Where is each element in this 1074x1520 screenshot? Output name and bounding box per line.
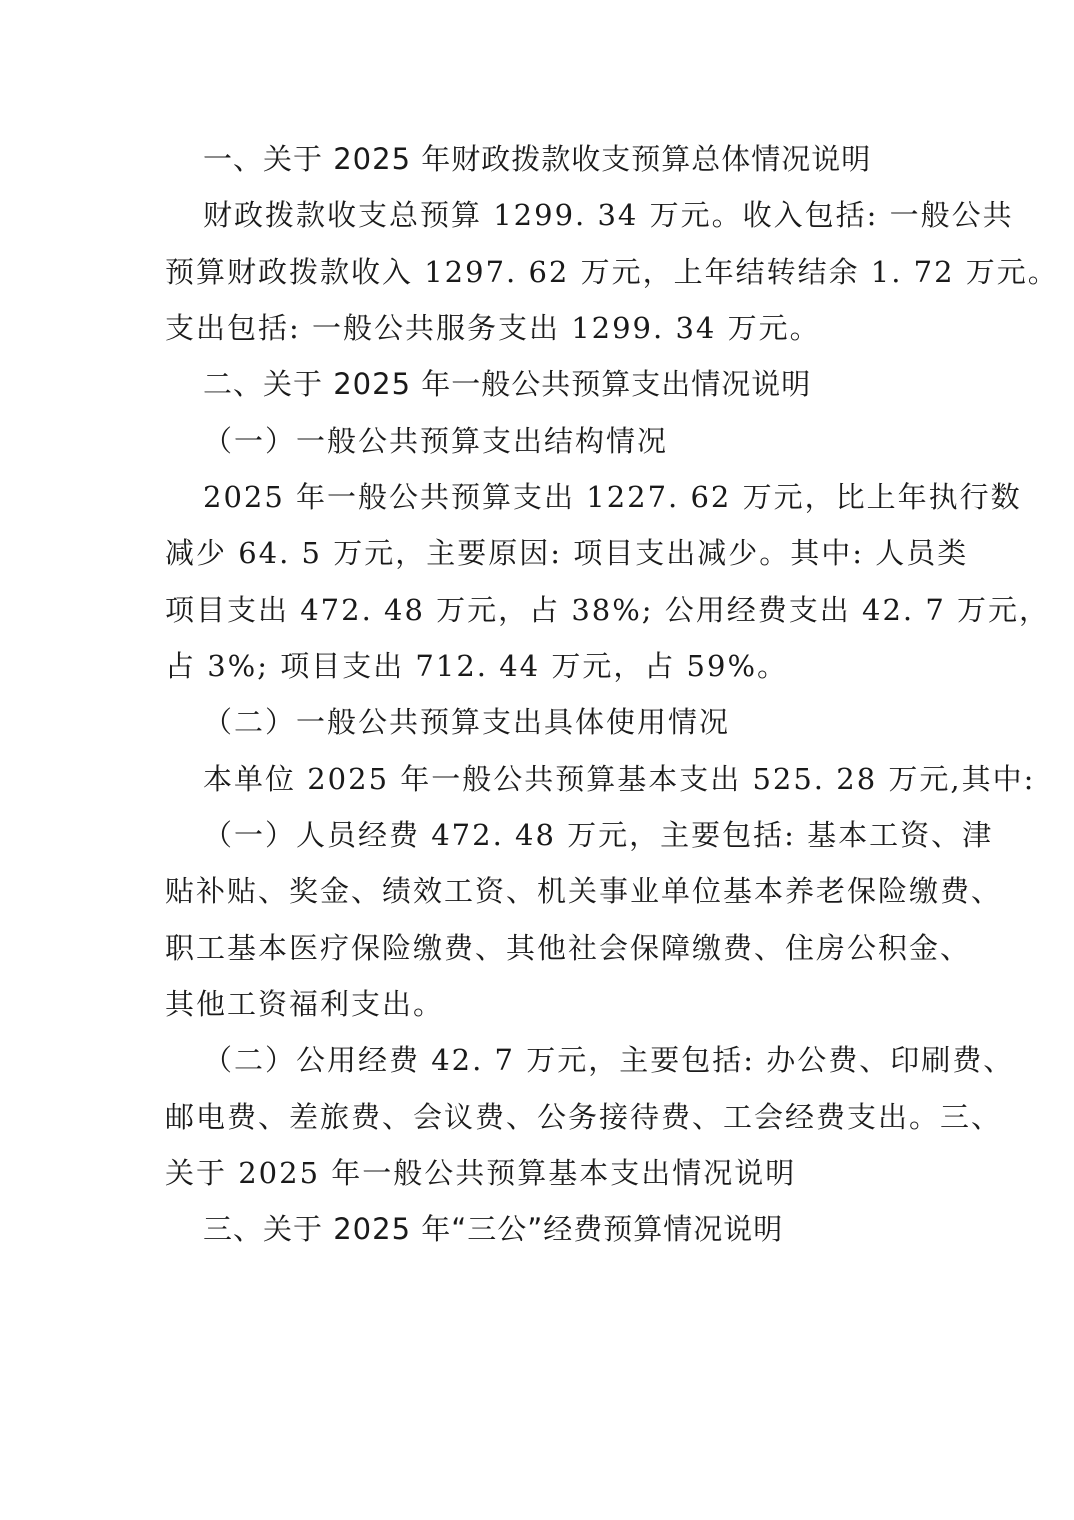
subsection-heading: （二）一般公共预算支出具体使用情况	[203, 705, 731, 739]
paragraph-line: 本单位 2025 年一般公共预算基本支出 525. 28 万元,其中:	[203, 762, 1036, 796]
section-1-heading: 一、关于 2025 年财政拨款收支预算总体情况说明	[203, 142, 872, 176]
paragraph-line: 职工基本医疗保险缴费、其他社会保障缴费、住房公积金、	[165, 931, 972, 965]
paragraph-line: 减少 64. 5 万元，主要原因: 项目支出减少。其中: 人员类	[165, 536, 969, 570]
paragraph-line: 关于 2025 年一般公共预算基本支出情况说明	[165, 1156, 797, 1190]
paragraph-line: （一）人员经费 472. 48 万元，主要包括: 基本工资、津	[203, 818, 994, 852]
paragraph-line: 项目支出 472. 48 万元，占 38%; 公用经费支出 42. 7 万元，	[165, 593, 1051, 627]
paragraph-line: 财政拨款收支总预算 1299. 34 万元。收入包括: 一般公共	[203, 198, 1014, 232]
paragraph-line: （二）公用经费 42. 7 万元，主要包括: 办公费、印刷费、	[203, 1043, 1015, 1077]
subsection-heading: （一）一般公共预算支出结构情况	[203, 424, 669, 458]
paragraph-line: 2025 年一般公共预算支出 1227. 62 万元，比上年执行数	[203, 480, 1022, 514]
section-2-heading: 二、关于 2025 年一般公共预算支出情况说明	[203, 367, 812, 401]
paragraph-line: 预算财政拨款收入 1297. 62 万元，上年结转结余 1. 72 万元。	[165, 255, 1059, 289]
paragraph-line: 支出包括: 一般公共服务支出 1299. 34 万元。	[165, 311, 821, 345]
paragraph-line: 邮电费、差旅费、会议费、公务接待费、工会经费支出。三、	[165, 1100, 1003, 1134]
section-3-heading: 三、关于 2025 年“三公”经费预算情况说明	[203, 1212, 784, 1246]
paragraph-line: 占 3%; 项目支出 712. 44 万元，占 59%。	[165, 649, 789, 683]
paragraph-line: 贴补贴、奖金、绩效工资、机关事业单位基本养老保险缴费、	[165, 874, 1003, 908]
paragraph-line: 其他工资福利支出。	[165, 987, 445, 1021]
